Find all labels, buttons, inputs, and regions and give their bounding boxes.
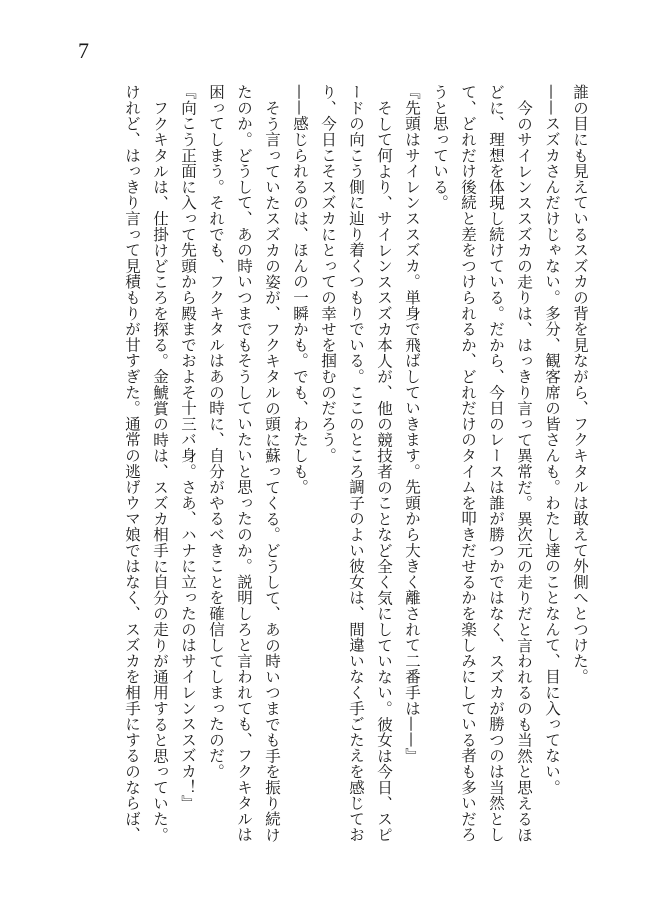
text-line: フクキタルは、仕掛けどころを探る。金鯱賞の時は、スズカ相手に自分の走りが通用すると思っていた。 [151, 99, 169, 843]
text-line: そう言っていたスズカの姿が、フクキタルの頭に蘇ってくる。どうして、あの時いつまでも手を振り続け [263, 99, 281, 843]
text-line: うと思っている。 [431, 84, 449, 211]
text-line: 困ってしまう。それでも、フクキタルはあの時に、自分がやるべきことを確信してしまったのだ。 [207, 84, 225, 780]
text-line: て、どれだけ後続と差をつけられるか、どれだけのタイムを叩きだせるかを楽しみにしている者も多いだろ [459, 84, 477, 843]
text-line: 『先頭はサイレンススズカ。単身で飛ばしていきます。先頭から大きく離されて二番手は——』 [403, 84, 421, 764]
text-line: り、今日こそスズカにとっての幸せを掴むのだろう。 [319, 84, 337, 464]
text-line: どに、理想を体現し続けている。だから、今日のレースは誰が勝つかではなく、スズカが勝つのは当然とし [487, 84, 505, 843]
text-line: ——感じられるのは、ほんの一瞬かも。でも、わたしも。 [291, 84, 309, 495]
text-line: ードの向こう側に辿り着くつもりでいる。ここのところ調子のよい彼女は、間違いなく手ごたえを感じてお [347, 84, 365, 843]
body-text [54, 84, 594, 874]
text-line: けれど、はっきり言って見積もりが甘すぎた。通常の逃げウマ娘ではなく、スズカを相手にするのならば、 [123, 84, 141, 843]
text-line: たのか。どうして、あの時いつまでもそうしていたいと思ったのか。説明しろと言われても、フクキタルは [235, 84, 253, 843]
text-line: 『向こう正面に入って先頭から殿までおよそ十三バ身。さあ、ハナに立ったのはサイレンススズカ！』 [179, 84, 197, 811]
text-line: ——スズカさんだけじゃない。多分、観客席の皆さんも。わたし達のことなんて、目に入ってない。 [543, 84, 561, 795]
page-number: 7 [78, 38, 89, 63]
text-line: 誰の目にも見えているスズカの背を見ながら、フクキタルは敢えて外側へとつけた。 [571, 84, 589, 685]
text-line: 今のサイレンススズカの走りは、はっきり言って異常だ。異次元の走りだと言われるのも当然と思えるほ [515, 99, 533, 843]
text-line: そして何より、サイレンススズカ本人が、他の競技者のことなど全く気にしていない。彼女は今日、スピ [375, 99, 393, 843]
